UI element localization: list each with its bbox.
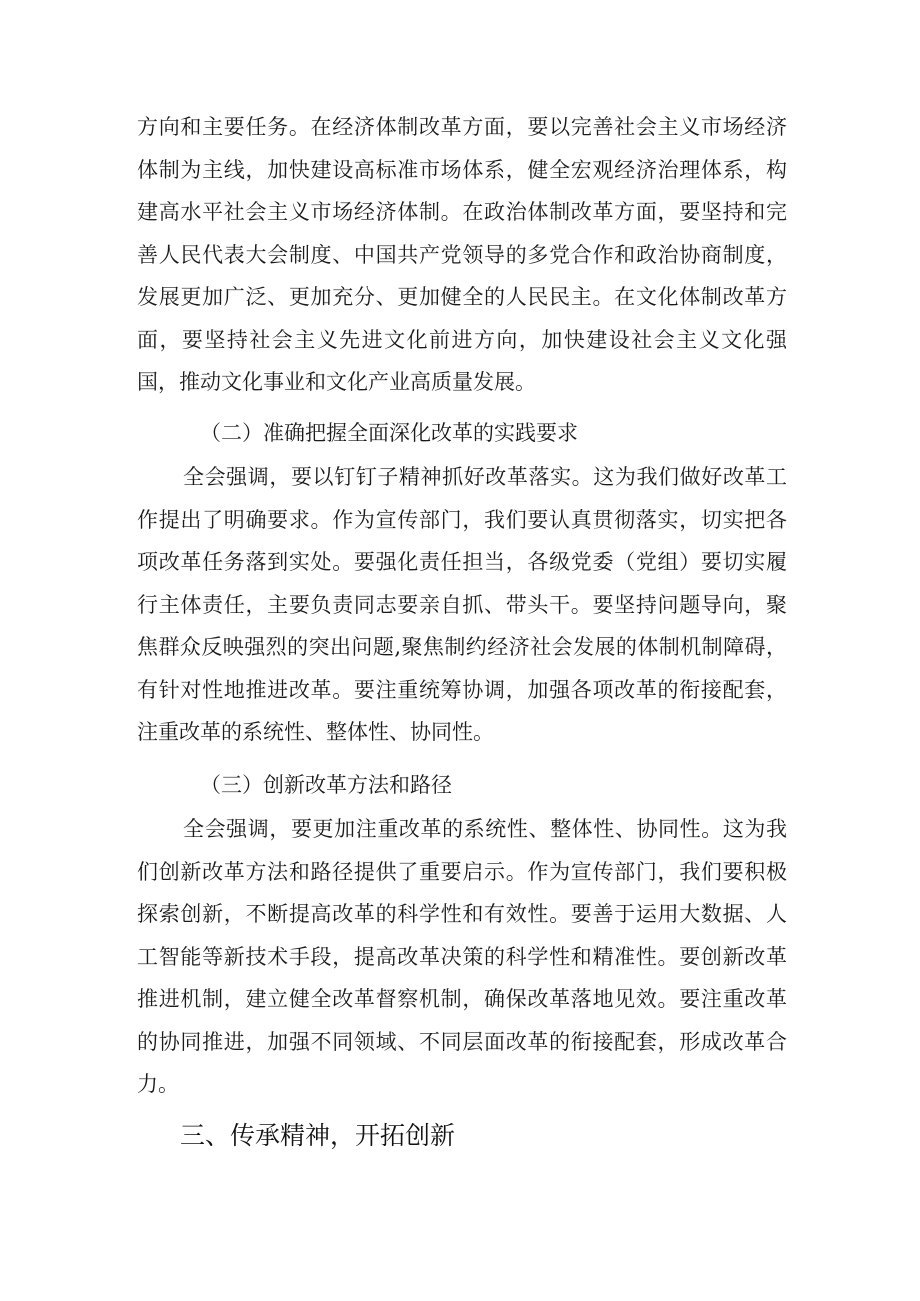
section-heading-three: 三、传承精神，开拓创新 [180, 1121, 456, 1150]
paragraph-innovate-methods: 全会强调，要更加注重改革的系统性、整体性、协同性。这为我们创新改革方法和路径提供了重要启示。作为宣传部门，我们要积极探索创新，不断提高改革的科学性和有效性。要善于运用大数据、人工智能等新技术手段，提高改革决策的科学性和精准性。要创新改革推进机制，建立健全改革督察机制，确保改革落地见效。要注重改革的协同推进，加强不同领域、不同层面改革的衔接配套，形成改革合力。 [137, 817, 787, 1096]
subheading-innovate-methods: （三）创新改革方法和路径 [200, 773, 452, 797]
paragraph-practice-requirements: 全会强调，要以钉钉子精神抓好改革落实。这为我们做好改革工作提出了明确要求。作为宣传部门，我们要认真贯彻落实，切实把各项改革任务落到实处。要强化责任担当，各级党委（党组）要切实履行主体责任，主要负责同志要亲自抓、带头干。要坚持问题导向，聚焦群众反映强烈的突出问题,聚焦制约经济社会发展的体制机制障碍，有针对性地推进改革。要注重统筹协调，加强各项改革的衔接配套，注重改革的系统性、整体性、协同性。 [137, 465, 787, 744]
paragraph-reform-directions: 方向和主要任务。在经济体制改革方面，要以完善社会主义市场经济体制为主线，加快建设高标准市场体系，健全宏观经济治理体系，构建高水平社会主义市场经济体制。在政治体制改革方面，要坚持和完善人民代表大会制度、中国共产党领导的多党合作和政治协商制度，发展更加广泛、更加充分、更加健全的人民民主。在文化体制改革方面，要坚持社会主义先进文化前进方向，加快建设社会主义文化强国，推动文化事业和文化产业高质量发展。 [137, 115, 787, 394]
subheading-practice-requirements: （二）准确把握全面深化改革的实践要求 [200, 421, 578, 445]
